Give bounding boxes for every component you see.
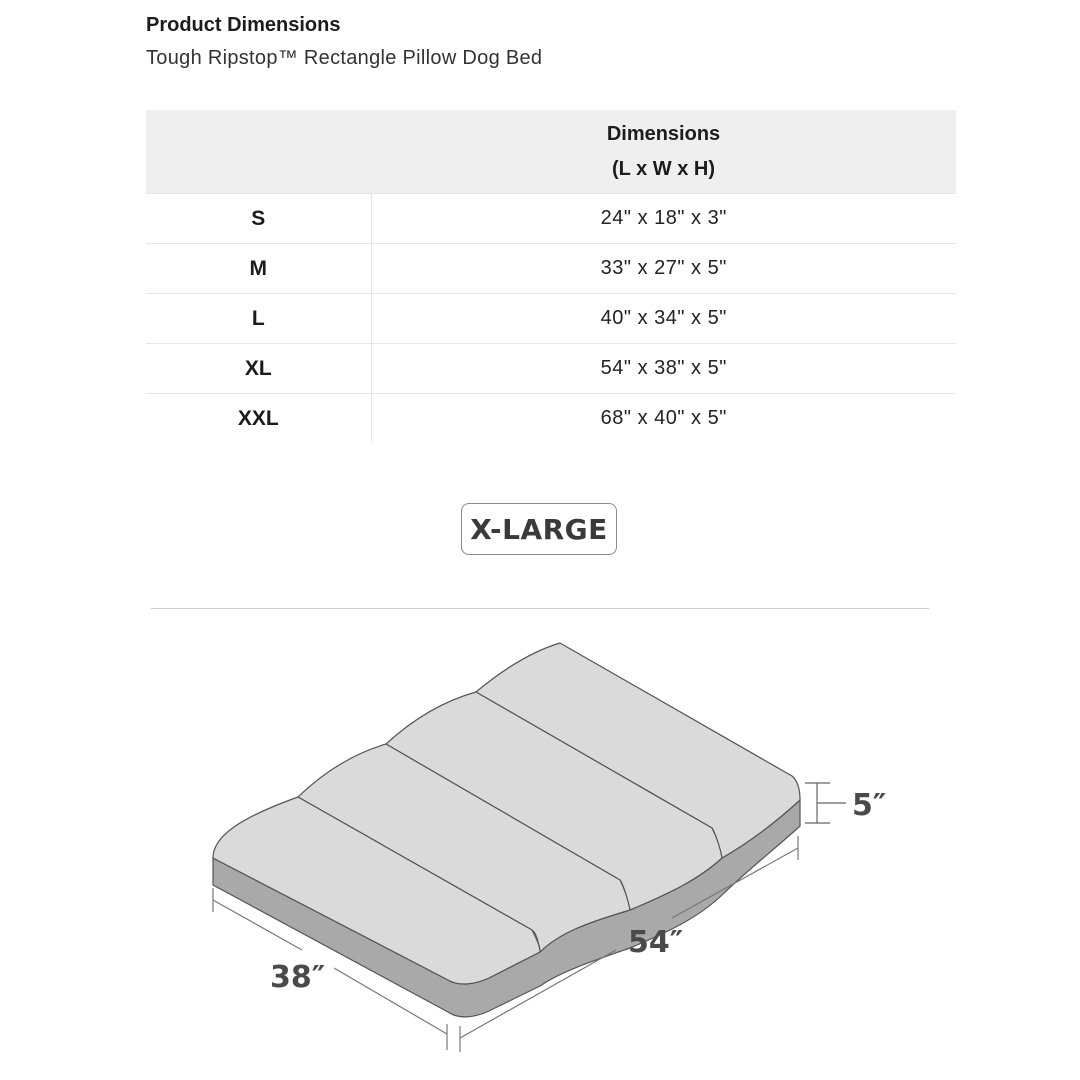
table-row bbox=[146, 344, 956, 394]
product-name: Tough Ripstop™ Rectangle Pillow Dog Bed bbox=[146, 47, 543, 69]
dimensions-column-header bbox=[371, 110, 956, 194]
dimensions-cell: 40" x 34" x 5" bbox=[371, 294, 956, 344]
section-divider bbox=[151, 608, 929, 609]
table-row bbox=[146, 394, 956, 444]
size-cell: XXL bbox=[146, 394, 371, 444]
size-badge: X-LARGE bbox=[461, 503, 617, 555]
table-row bbox=[146, 194, 956, 244]
size-column-header bbox=[146, 110, 371, 194]
dimensions-table bbox=[146, 110, 956, 443]
dimensions-cell: 33" x 27" x 5" bbox=[371, 244, 956, 294]
dog-bed-diagram bbox=[0, 620, 1080, 1080]
size-cell: M bbox=[146, 244, 371, 294]
dimensions-cell: 24" x 18" x 3" bbox=[371, 194, 956, 244]
table-row bbox=[146, 294, 956, 344]
height-label: 5″ bbox=[852, 788, 887, 823]
width-label: 38″ bbox=[270, 960, 326, 995]
length-label: 54″ bbox=[628, 925, 684, 960]
dimensions-cell: 54" x 38" x 5" bbox=[371, 344, 956, 394]
page-title: Product Dimensions bbox=[146, 14, 341, 36]
size-cell: L bbox=[146, 294, 371, 344]
table-header-row bbox=[146, 110, 956, 194]
dimensions-header-units: (L x W x H) bbox=[612, 157, 715, 180]
height-dimension-marker bbox=[805, 783, 846, 823]
dimensions-header-label: Dimensions bbox=[606, 122, 721, 145]
dimensions-cell: 68" x 40" x 5" bbox=[371, 394, 956, 444]
table-row bbox=[146, 244, 956, 294]
size-cell: XL bbox=[146, 344, 371, 394]
size-cell: S bbox=[146, 194, 371, 244]
